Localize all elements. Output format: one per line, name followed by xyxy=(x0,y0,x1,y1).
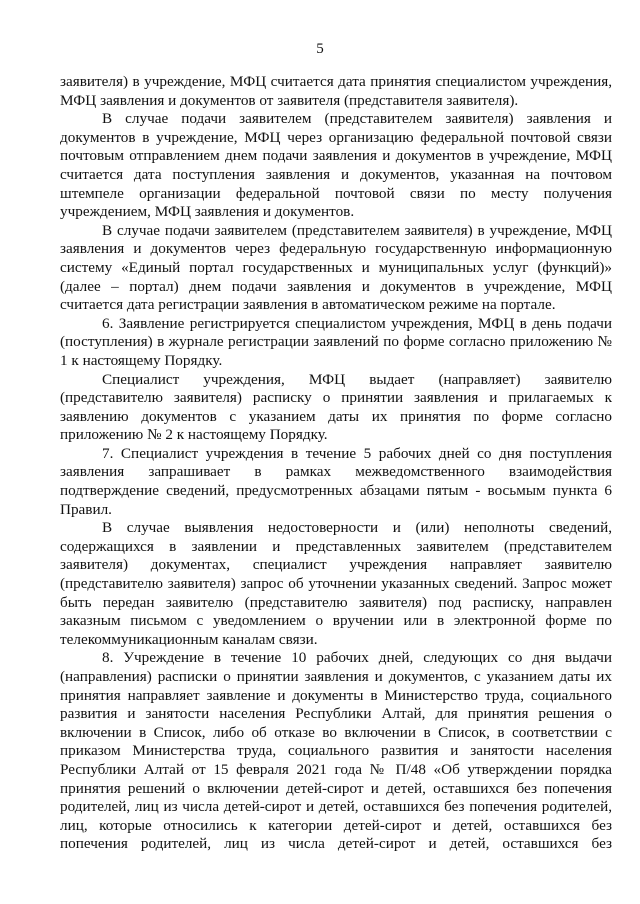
paragraph-item-6: 6. Заявление регистрируется специалистом учреждения, МФЦ в день подачи (поступления) в журнале регистрации заявлений по форме согласно приложению № 1 к настоящему Порядку. xyxy=(60,314,612,369)
page-number: 5 xyxy=(316,41,324,57)
paragraph-postal-submission: В случае подачи заявителем (представителем заявителя) заявления и документов в учреждение, МФЦ через организацию федеральной почтовой связи почтовым отправлением днем подачи заявления и документов в учреждение, МФЦ считается дата поступления заявления и документов, указанная на почтовом штемпеле организации федеральной почтовой связи по месту получения учреждением, МФЦ заявления и документов. xyxy=(60,110,612,221)
paragraph-item-8: 8. Учреждение в течение 10 рабочих дней, следующих со дня выдачи (направления) расписки о принятии заявления и документов, с указанием даты их принятия направляет заявление и документы в Министерство труда, социального развития и занятости населения Республики Алтай, для принятия решения о включении в Список, либо об отказе во включении в Список, в соответствии с приказом Министерства труда, социального развития и занятости населения Республики Алтай от 15 февраля 2021 года № П/48 «Об утверждении порядка принятия решений о включении детей-сирот и детей, оставшихся без попечения родителей, лиц из числа детей-сирот и детей, оставшихся без попечения родителей, лиц, которые относились к категории детей-сирот и детей, оставшихся без попечения родителей, лиц из числа детей-сирот и детей, оставшихся без xyxy=(60,649,612,853)
paragraph-receipt: Специалист учреждения, МФЦ выдает (направляет) заявителю (представителю заявителя) расписку о принятии заявления и прилагаемых к заявлению документов с указанием даты их принятия по форме согласно приложению № 2 к настоящему Порядку. xyxy=(60,370,612,444)
paragraph-portal-submission: В случае подачи заявителем (представителем заявителя) в учреждение, МФЦ заявления и документов через федеральную государственную информационную систему «Единый портал государственных и муниципальных услуг (функций)» (далее – портал) днем подачи заявления и документов в учреждение, МФЦ считается дата регистрации заявления в автоматическом режиме на портале. xyxy=(60,221,612,314)
paragraph-clarification-request: В случае выявления недостоверности и (или) неполноты сведений, содержащихся в заявлении и представленных заявителем (представителем заявителя) документах, специалист учреждения направляет заявителю (представителю заявителя) запрос об уточнении указанных сведений. Запрос может быть передан заявителю (представителю заявителя) под расписку, направлен заказным письмом с уведомлением о вручении или в электронной форме по телекоммуникационным каналам связи. xyxy=(60,519,612,648)
paragraph-item-7: 7. Специалист учреждения в течение 5 рабочих дней со дня поступления заявления запрашивает в рамках межведомственного взаимодействия подтверждение сведений, предусмотренных абзацами пятым - восьмым пункта 6 Правил. xyxy=(60,444,612,518)
document-body xyxy=(60,73,612,854)
paragraph-continuation: заявителя) в учреждение, МФЦ считается дата принятия специалистом учреждения, МФЦ заявления и документов от заявителя (представителя заявителя). xyxy=(60,73,612,109)
